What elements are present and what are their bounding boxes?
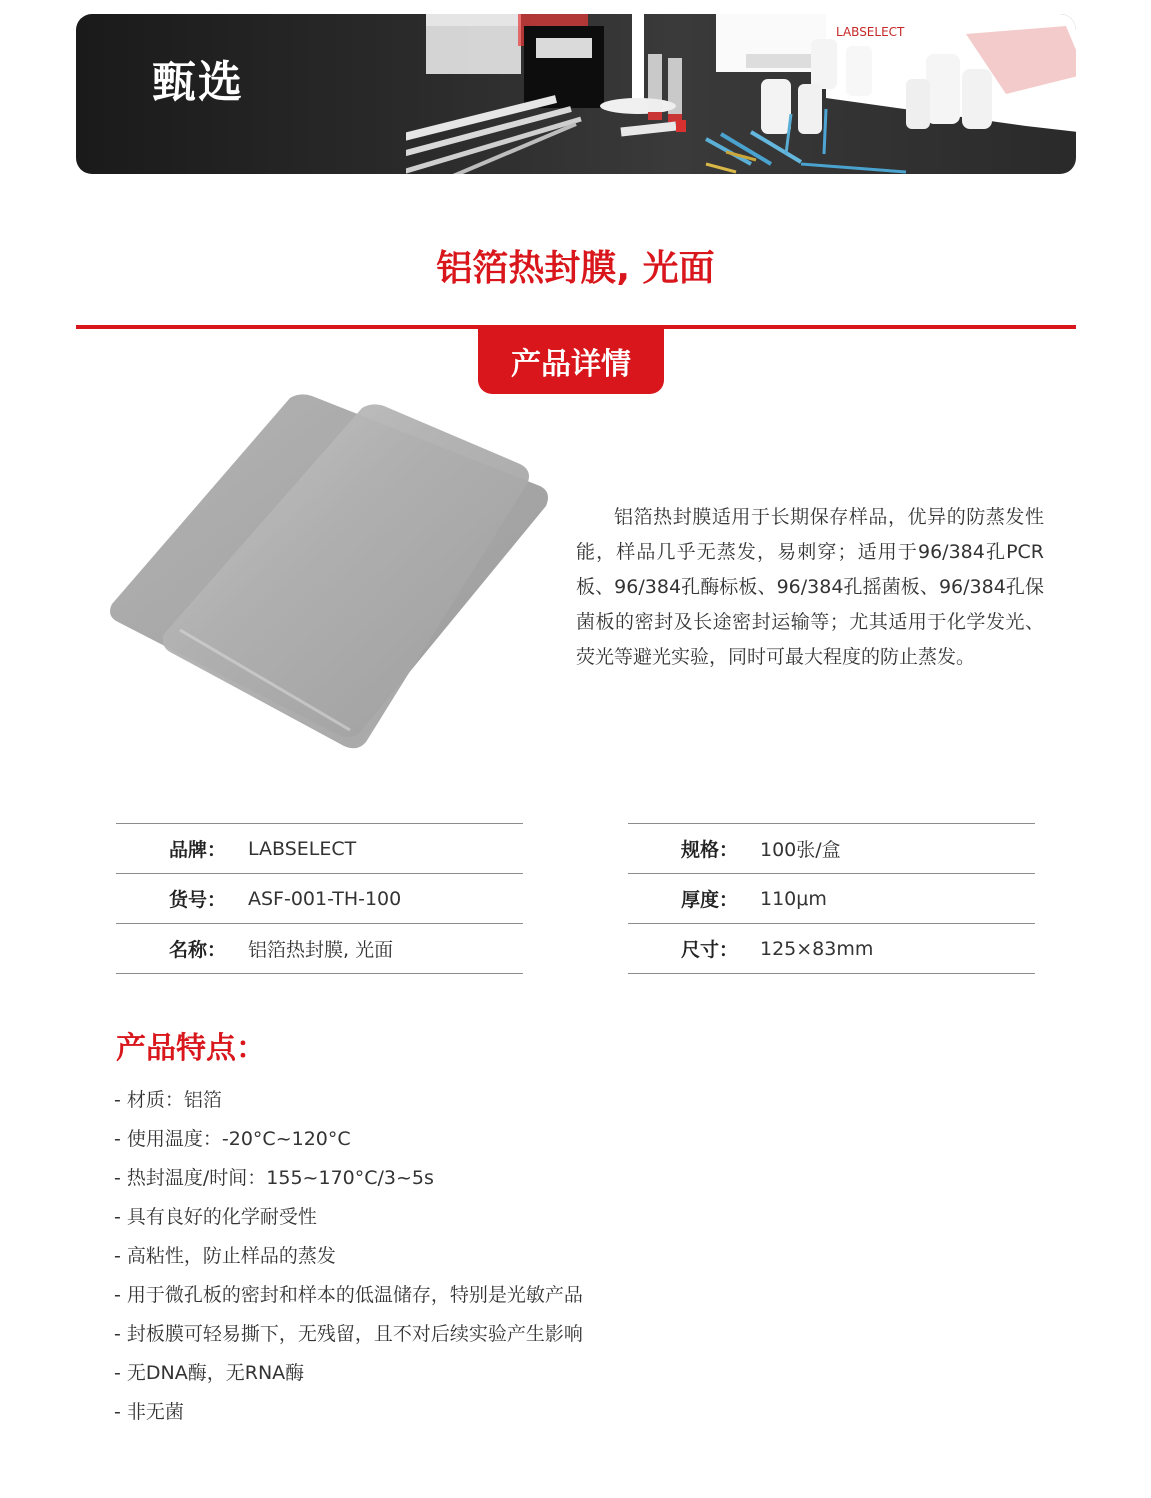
spec-label: 尺寸：	[680, 939, 738, 961]
product-image-foil	[100, 390, 560, 750]
spec-value: ASF-001-TH-100	[248, 887, 402, 910]
spec-value: 铝箔热封膜, 光面	[248, 939, 394, 961]
list-item: - 使用温度：-20°C~120°C	[114, 1128, 351, 1150]
list-item: - 非无菌	[114, 1401, 184, 1423]
spec-label: 名称：	[168, 939, 226, 961]
list-item: - 材质：铝箔	[114, 1089, 222, 1111]
spec-row-item-number	[116, 874, 523, 924]
lab-products-image	[406, 14, 1076, 174]
spec-value: 110μm	[760, 887, 827, 910]
spec-label: 厚度：	[680, 889, 738, 911]
spec-table-right	[628, 823, 1035, 974]
spec-row-package	[628, 824, 1035, 874]
section-tab-product-details: 产品详情	[478, 328, 664, 394]
spec-row-thickness	[628, 874, 1035, 924]
spec-value: LABSELECT	[248, 837, 357, 860]
list-item: - 高粘性，防止样品的蒸发	[114, 1245, 336, 1267]
header-banner	[76, 14, 1076, 174]
spec-row-brand	[116, 824, 523, 874]
product-title: 铝箔热封膜, 光面	[436, 248, 715, 289]
list-item: - 用于微孔板的密封和样本的低温储存，特别是光敏产品	[114, 1284, 583, 1306]
list-item: - 具有良好的化学耐受性	[114, 1206, 317, 1228]
spec-label: 规格：	[680, 839, 738, 861]
spec-value: 125×83mm	[760, 937, 874, 960]
list-item: - 封板膜可轻易撕下，无残留，且不对后续实验产生影响	[114, 1323, 583, 1345]
spec-value: 100张/盒	[760, 839, 841, 861]
spec-row-name	[116, 924, 523, 974]
box-brand-text: LABSELECT	[836, 25, 905, 39]
spec-table-left	[116, 823, 523, 974]
product-description: 铝箔热封膜适用于长期保存样品，优异的防蒸发性能，样品几乎无蒸发，易刺穿；适用于96/384孔PCR板、96/384孔酶标板、96/384孔摇菌板、96/384孔保菌板的密封及长途密封运输等；尤其适用于化学发光、荧光等避光实验，同时可最大程度的防止蒸发。	[576, 506, 1044, 668]
list-item: - 热封温度/时间：155~170°C/3~5s	[114, 1167, 434, 1189]
brand-logo: 甄选	[152, 57, 244, 108]
features-list	[114, 1083, 583, 1434]
spec-label: 货号：	[168, 889, 226, 911]
features-heading: 产品特点：	[116, 1031, 266, 1066]
list-item: - 无DNA酶，无RNA酶	[114, 1362, 305, 1384]
spec-label: 品牌：	[168, 839, 226, 861]
spec-row-size	[628, 924, 1035, 974]
